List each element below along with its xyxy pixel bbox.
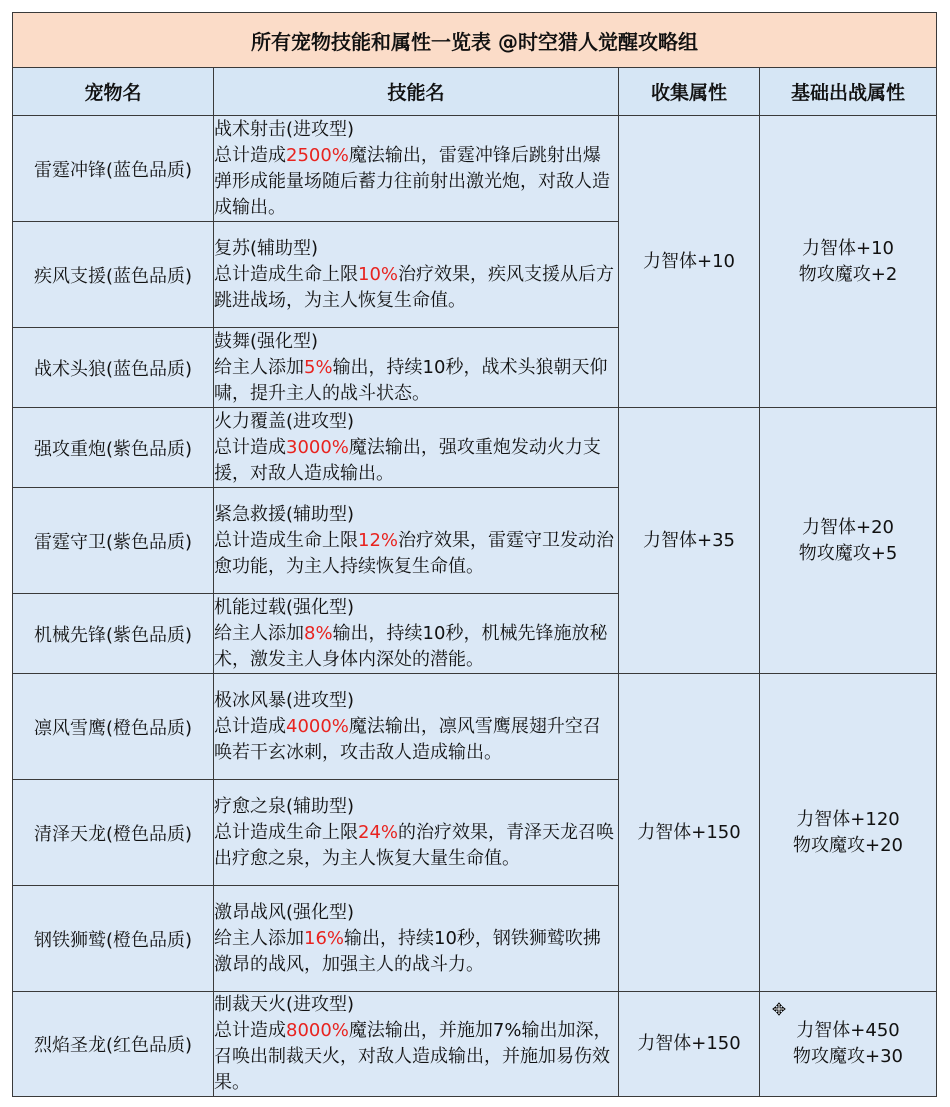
battle-attr-line-2: 物攻魔攻+2 bbox=[798, 263, 898, 285]
skill-desc-suffix: 治疗效果，雷霆守卫发动治愈功能，为主人持续恢复生命值。 bbox=[214, 529, 615, 577]
pet-name-cell: 疾风支援(蓝色品质) bbox=[13, 222, 214, 328]
skill-cell bbox=[214, 886, 619, 992]
pet-name-cell: 战术头狼(蓝色品质) bbox=[13, 328, 214, 408]
skill-cell bbox=[214, 116, 619, 222]
battle-attr-line-1: 力智体+120 bbox=[796, 808, 900, 830]
skill-title: 鼓舞(强化型) bbox=[214, 330, 319, 352]
skill-highlight-value: 12% bbox=[358, 529, 399, 551]
skill-desc-prefix: 总计造成 bbox=[214, 1020, 286, 1041]
battle-attr-line-2: 物攻魔攻+5 bbox=[798, 542, 898, 564]
collect-attr-cell: 力智体+35 bbox=[619, 408, 760, 674]
skill-desc-prefix: 总计造成生命上限 bbox=[214, 263, 358, 285]
skill-desc-prefix: 总计造成生命上限 bbox=[214, 529, 358, 551]
pet-name-cell: 雷霆冲锋(蓝色品质) bbox=[13, 116, 214, 222]
battle-attr-line-2: 物攻魔攻+30 bbox=[793, 1046, 904, 1067]
skill-desc-prefix: 总计造成 bbox=[214, 144, 286, 166]
skill-desc-prefix: 给主人添加 bbox=[214, 622, 304, 644]
battle-attr-cell bbox=[760, 992, 937, 1097]
skill-desc-suffix: 输出，持续10秒，钢铁狮鹫吹拂激昂的战风，加强主人的战斗力。 bbox=[214, 927, 601, 975]
skill-highlight-value: 3000% bbox=[286, 436, 349, 458]
header-pet-name: 宠物名 bbox=[13, 68, 214, 116]
pet-name-cell: 烈焰圣龙(红色品质) bbox=[13, 992, 214, 1097]
skill-cell bbox=[214, 780, 619, 886]
skill-title: 制裁天火(进攻型) bbox=[214, 994, 355, 1015]
move-cursor-icon bbox=[772, 1002, 786, 1016]
skill-title: 疗愈之泉(辅助型) bbox=[214, 795, 355, 817]
pet-skill-table bbox=[12, 12, 937, 1097]
skill-desc-prefix: 总计造成 bbox=[214, 715, 286, 737]
skill-desc-suffix: 输出，持续10秒，机械先锋施放秘术，激发主人身体内深处的潜能。 bbox=[214, 622, 608, 670]
skill-desc-prefix: 给主人添加 bbox=[214, 927, 304, 949]
skill-desc-suffix: 魔法输出，并施加7%输出加深，召唤出制裁天火，对敌人造成输出，并施加易伤效果。 bbox=[214, 1020, 612, 1093]
battle-attr-line-2: 物攻魔攻+20 bbox=[793, 834, 904, 856]
skill-cell bbox=[214, 488, 619, 594]
skill-title: 火力覆盖(进攻型) bbox=[214, 410, 355, 432]
skill-cell bbox=[214, 222, 619, 328]
pet-name-cell: 雷霆守卫(紫色品质) bbox=[13, 488, 214, 594]
skill-highlight-value: 24% bbox=[358, 821, 399, 843]
collect-attr-cell: 力智体+150 bbox=[619, 992, 760, 1097]
skill-title: 激昂战风(强化型) bbox=[214, 901, 355, 923]
pet-name-cell: 强攻重炮(紫色品质) bbox=[13, 408, 214, 488]
skill-desc-suffix: 魔法输出，强攻重炮发动火力支援，对敌人造成输出。 bbox=[214, 436, 601, 484]
skill-cell bbox=[214, 674, 619, 780]
skill-highlight-value: 4000% bbox=[286, 715, 349, 737]
skill-title: 紧急救援(辅助型) bbox=[214, 503, 355, 525]
table-row bbox=[13, 116, 937, 222]
battle-attr-cell bbox=[760, 674, 937, 992]
skill-cell bbox=[214, 328, 619, 408]
table-row bbox=[13, 408, 937, 488]
skill-desc-suffix: 魔法输出，雷霆冲锋后跳射出爆弹形成能量场随后蓄力往前射出激光炮，对敌人造成输出。 bbox=[214, 144, 610, 218]
table-row bbox=[13, 674, 937, 780]
skill-highlight-value: 16% bbox=[304, 927, 345, 949]
pet-name-cell: 凛风雪鹰(橙色品质) bbox=[13, 674, 214, 780]
skill-title: 复苏(辅助型) bbox=[214, 237, 319, 259]
skill-highlight-value: 2500% bbox=[286, 144, 349, 166]
battle-attr-line-1: 力智体+10 bbox=[802, 237, 895, 259]
skill-desc-prefix: 总计造成 bbox=[214, 436, 286, 458]
skill-highlight-value: 5% bbox=[304, 356, 333, 378]
skill-highlight-value: 8000% bbox=[286, 1020, 349, 1041]
battle-attr-cell bbox=[760, 408, 937, 674]
skill-title: 极冰风暴(进攻型) bbox=[214, 689, 355, 711]
skill-title: 战术射击(进攻型) bbox=[214, 118, 355, 140]
skill-desc-suffix: 输出，持续10秒，战术头狼朝天仰啸，提升主人的战斗状态。 bbox=[214, 356, 608, 404]
battle-attr-cell bbox=[760, 116, 937, 408]
battle-attr-line-1: 力智体+450 bbox=[796, 1020, 900, 1041]
skill-highlight-value: 10% bbox=[358, 263, 399, 285]
table-row bbox=[13, 992, 937, 1097]
collect-attr-cell: 力智体+150 bbox=[619, 674, 760, 992]
table-title: 所有宠物技能和属性一览表 @时空猎人觉醒攻略组 bbox=[13, 13, 937, 68]
skill-cell bbox=[214, 408, 619, 488]
skill-title: 机能过载(强化型) bbox=[214, 596, 355, 618]
skill-cell bbox=[214, 992, 619, 1097]
skill-highlight-value: 8% bbox=[304, 622, 333, 644]
header-skill-name: 技能名 bbox=[214, 68, 619, 116]
pet-name-cell: 机械先锋(紫色品质) bbox=[13, 594, 214, 674]
skill-desc-prefix: 给主人添加 bbox=[214, 356, 304, 378]
skill-desc-prefix: 总计造成生命上限 bbox=[214, 821, 358, 843]
skill-desc-suffix: 魔法输出，凛风雪鹰展翅升空召唤若干玄冰刺，攻击敌人造成输出。 bbox=[214, 715, 601, 763]
pet-name-cell: 清泽天龙(橙色品质) bbox=[13, 780, 214, 886]
battle-attr-line-1: 力智体+20 bbox=[802, 516, 895, 538]
collect-attr-cell: 力智体+10 bbox=[619, 116, 760, 408]
skill-cell bbox=[214, 594, 619, 674]
skill-desc-suffix: 的治疗效果，青泽天龙召唤出疗愈之泉，为主人恢复大量生命值。 bbox=[214, 821, 615, 869]
header-collect-attr: 收集属性 bbox=[619, 68, 760, 116]
header-battle-attr: 基础出战属性 bbox=[760, 68, 937, 116]
skill-desc-suffix: 治疗效果，疾风支援从后方跳进战场，为主人恢复生命值。 bbox=[214, 263, 615, 311]
pet-name-cell: 钢铁狮鹫(橙色品质) bbox=[13, 886, 214, 992]
